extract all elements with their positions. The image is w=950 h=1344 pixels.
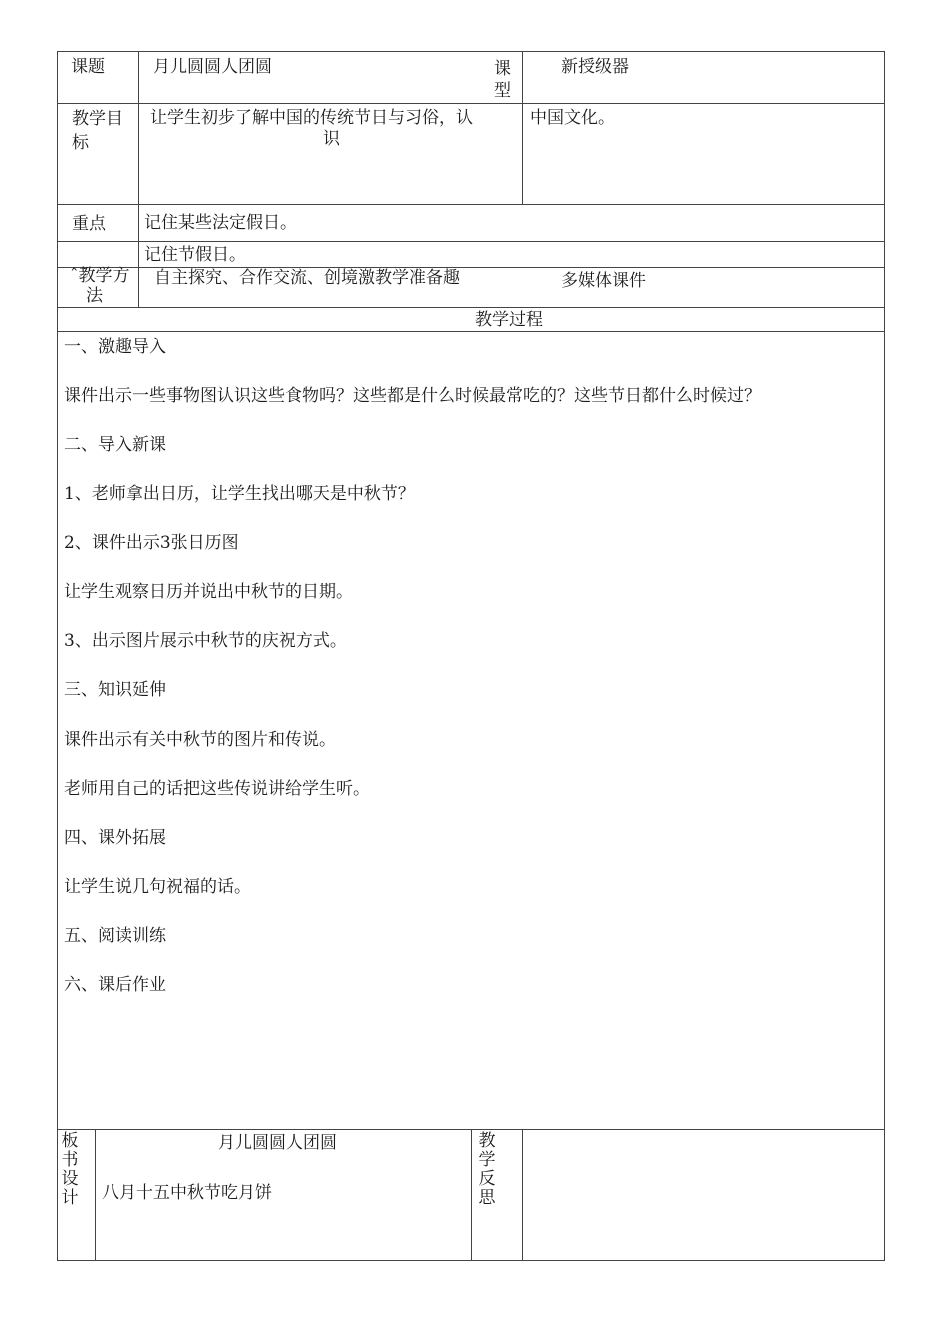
process-line: 四、课外拓展 (64, 828, 166, 848)
type-label-2: 型 (494, 81, 511, 101)
type-label-1: 课 (494, 59, 511, 79)
board-title: 月儿圆圆人团圆 (218, 1133, 337, 1153)
process-line: 二、导入新课 (64, 435, 166, 455)
process-line: 让学生说几句祝福的话。 (64, 877, 251, 897)
process-line: 课件出示有关中秋节的图片和传说。 (64, 730, 336, 750)
process-line: 老师用自己的话把这些传说讲给学生听。 (64, 779, 370, 799)
objectives-text-1: 让学生初步了解中国的传统节日与习俗，认 (150, 108, 473, 128)
difficulty-text: 记住节假日。 (144, 245, 246, 265)
process-line: 五、阅读训练 (64, 926, 166, 946)
reflection-label: 教学反思 (478, 1131, 496, 1208)
objectives-text-2: 识 (323, 129, 340, 149)
board-line: 八月十五中秋节吃月饼 (102, 1183, 272, 1203)
topic-value: 月儿圆圆人团圆 (153, 57, 272, 77)
process-line: 2、课件出示3张日历图 (64, 533, 239, 553)
process-line: 三、知识延伸 (64, 680, 166, 700)
process-line: 一、激趣导入 (64, 337, 166, 357)
process-line: 3、出示图片展示中秋节的庆祝方式。 (64, 631, 347, 651)
key-point-label: 重点 (72, 214, 106, 234)
topic-label: 课题 (71, 57, 105, 77)
process-line: 课件出示一些事物图认识这些食物吗？这些都是什么时候最常吃的？这些节日都什么时候过？ (64, 386, 761, 406)
objectives-label-2: 标 (72, 133, 89, 153)
method-label-2: 法 (86, 286, 103, 306)
objectives-text-right: 中国文化。 (530, 108, 615, 128)
process-line: 1、老师拿出日历，让学生找出哪天是中秋节？ (64, 484, 415, 504)
board-label: 板书设计 (61, 1131, 79, 1208)
type-value: 新授级器 (561, 57, 629, 77)
method-prep: 多媒体课件 (561, 271, 646, 291)
method-text: 自主探究、合作交流、创境激教学准备趣 (154, 268, 460, 288)
process-line: 六、课后作业 (64, 975, 166, 995)
objectives-label-1: 教学目 (72, 109, 123, 129)
method-label-1: ˆ教学方 (70, 266, 130, 286)
process-line: 让学生观察日历并说出中秋节的日期。 (64, 582, 353, 602)
key-point-text: 记住某些法定假日。 (144, 213, 297, 233)
process-title: 教学过程 (475, 310, 543, 330)
